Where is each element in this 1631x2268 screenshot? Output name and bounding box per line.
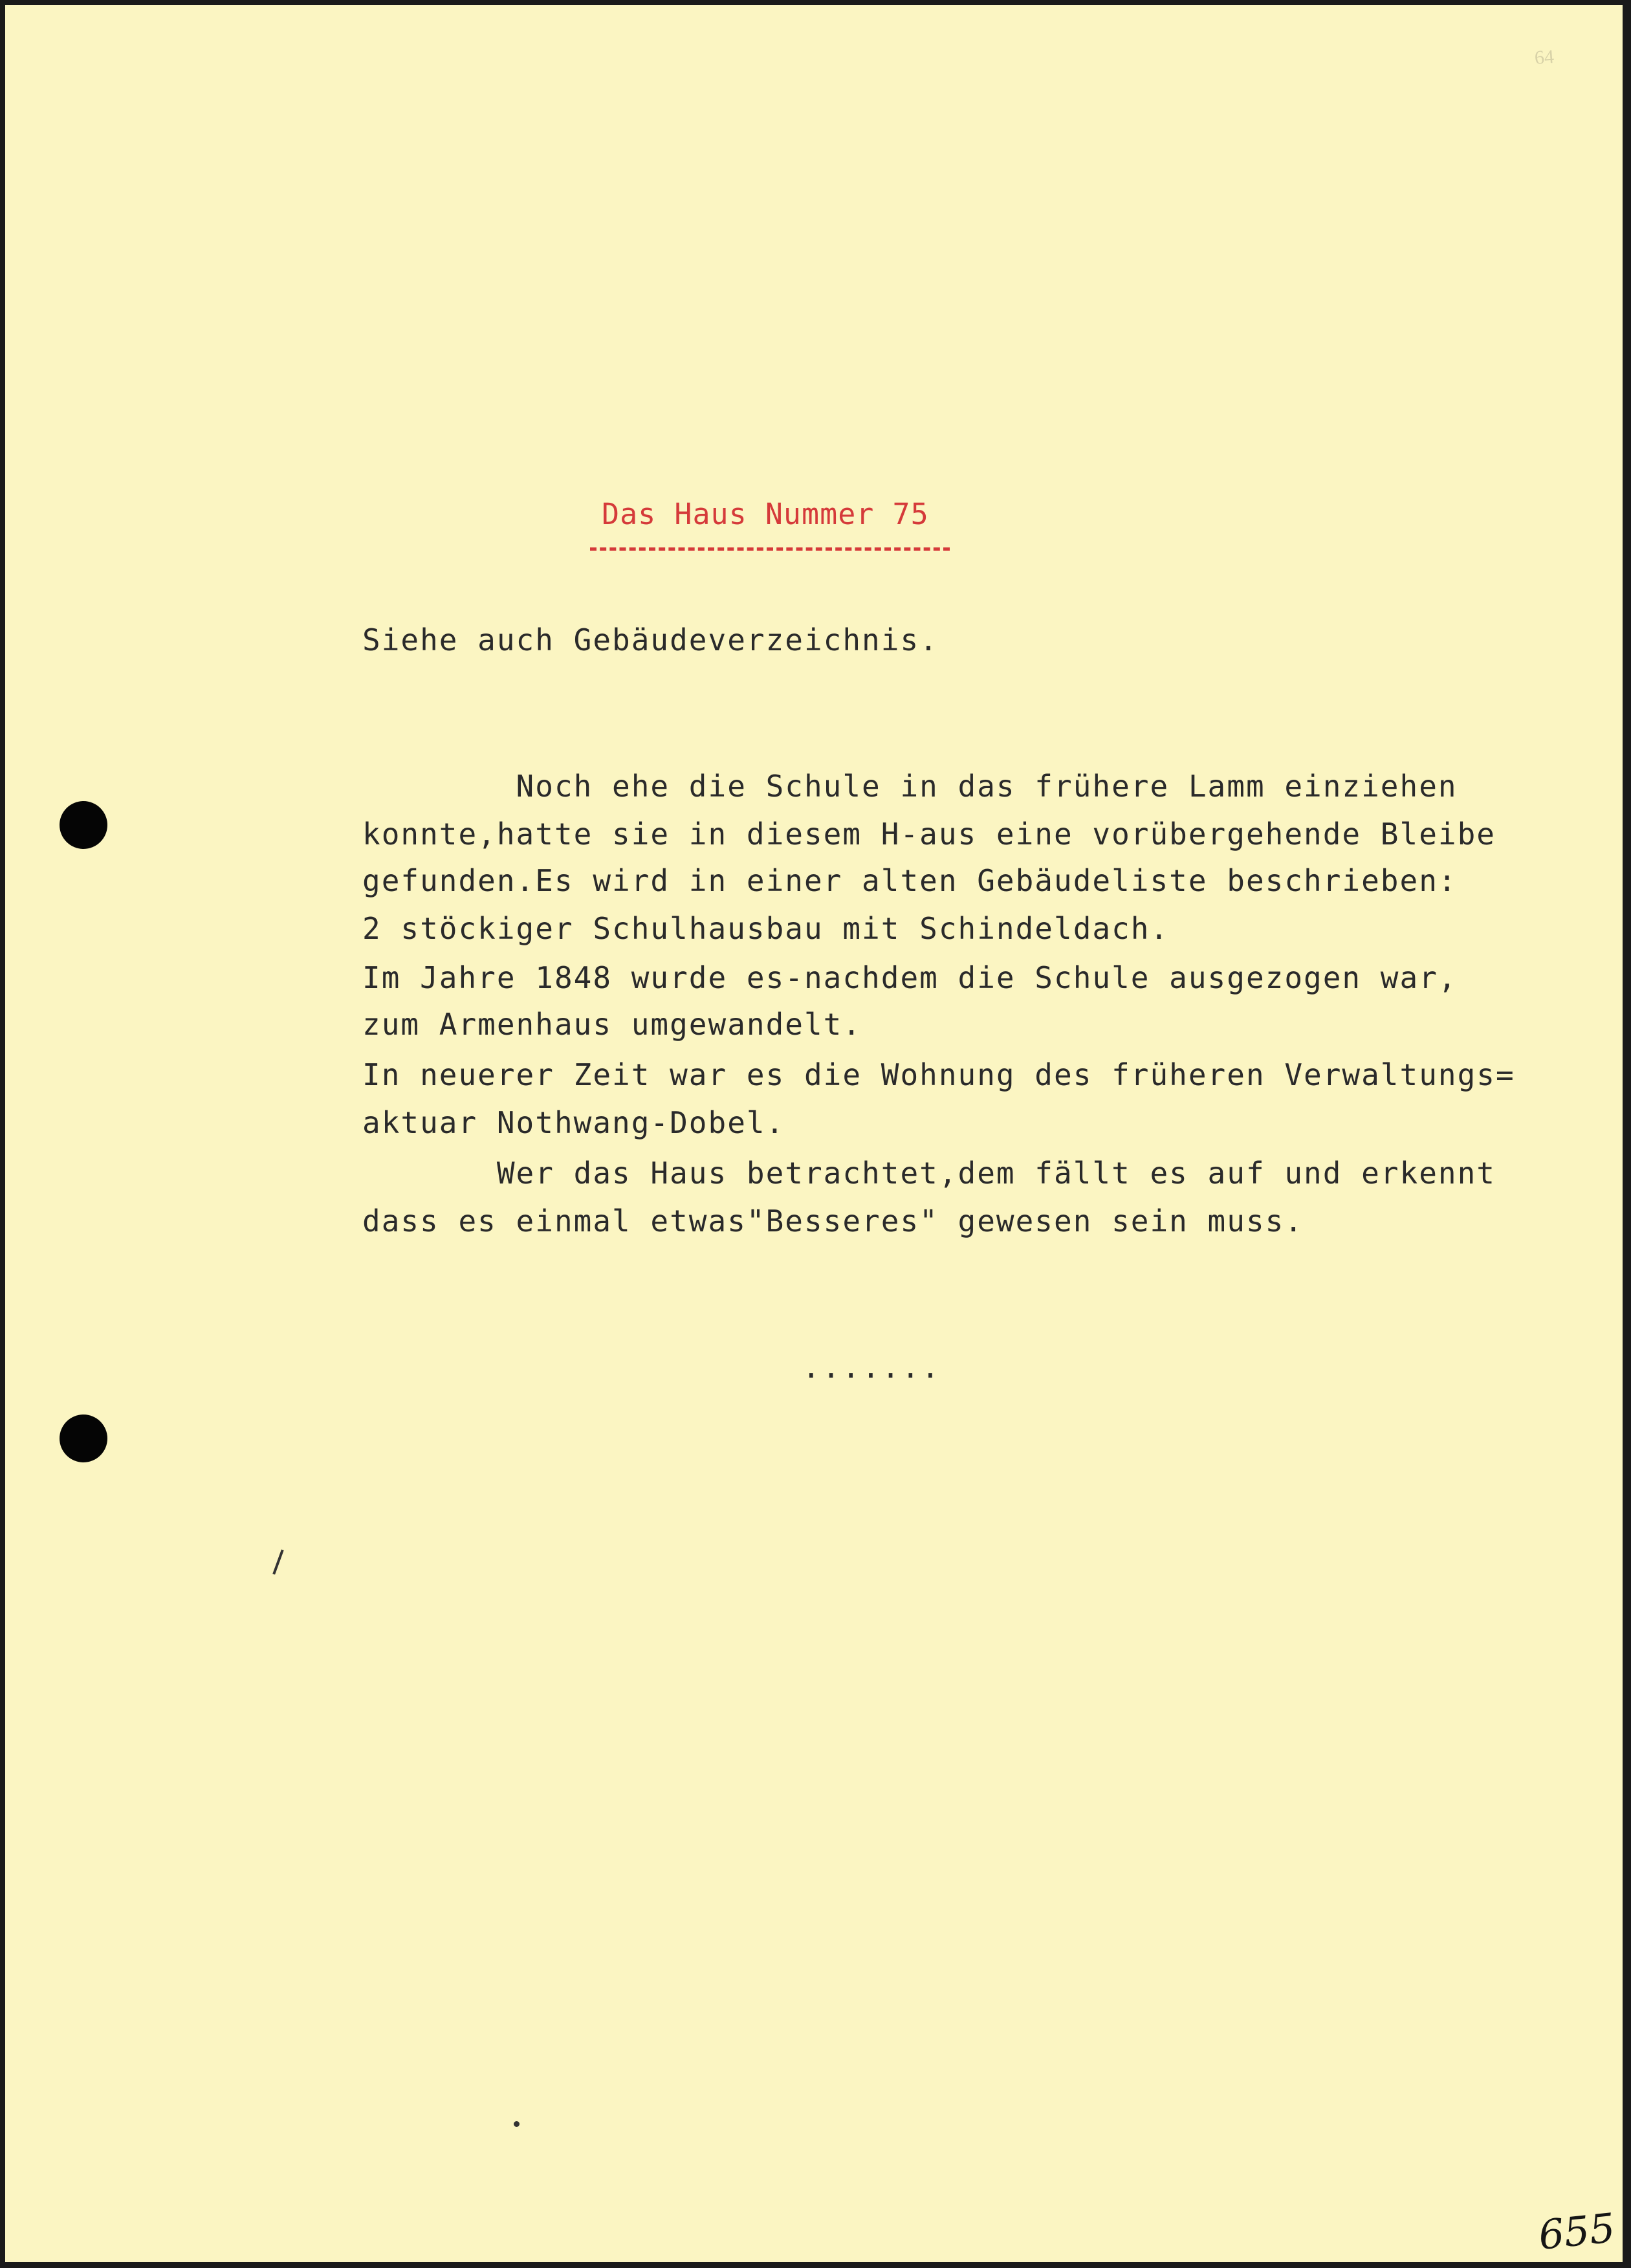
text-line-7: zum Armenhaus umgewandelt. <box>362 1007 862 1042</box>
text-line-2: Noch ehe die Schule in das frühere Lamm einziehen <box>362 769 1458 804</box>
document-page <box>5 5 1623 2262</box>
punch-hole-lower <box>60 1415 107 1462</box>
handwritten-page-number: 655 <box>1536 2204 1617 2259</box>
text-line-8: In neuerer Zeit war es die Wohnung des früheren Verwaltungs= <box>362 1057 1515 1092</box>
text-line-3: konnte,hatte sie in diesem H-aus eine vorübergehende Bleibe <box>362 817 1496 852</box>
text-line-9: aktuar Nothwang-Dobel. <box>362 1105 785 1140</box>
text-line-10: Wer das Haus betrachtet,dem fällt es auf und erkennt <box>362 1156 1496 1191</box>
text-line-6: Im Jahre 1848 wurde es-nachdem die Schule ausgezogen war, <box>362 960 1458 995</box>
text-line-5: 2 stöckiger Schulhausbau mit Schindeldach. <box>362 911 1170 946</box>
title-underline <box>590 547 950 551</box>
text-line-4: gefunden.Es wird in einer alten Gebäudeliste beschrieben: <box>362 863 1458 898</box>
closing-dots: ....... <box>802 1350 941 1385</box>
stray-dot <box>514 2121 520 2127</box>
text-line-11: dass es einmal etwas"Besseres" gewesen sein muss. <box>362 1204 1304 1239</box>
text-line-1: Siehe auch Gebäudeverzeichnis. <box>362 622 939 657</box>
pencil-note: 64 <box>1533 45 1555 69</box>
document-title: Das Haus Nummer 75 <box>602 497 929 531</box>
pencil-tick-mark <box>272 1550 283 1575</box>
punch-hole-upper <box>60 801 107 849</box>
